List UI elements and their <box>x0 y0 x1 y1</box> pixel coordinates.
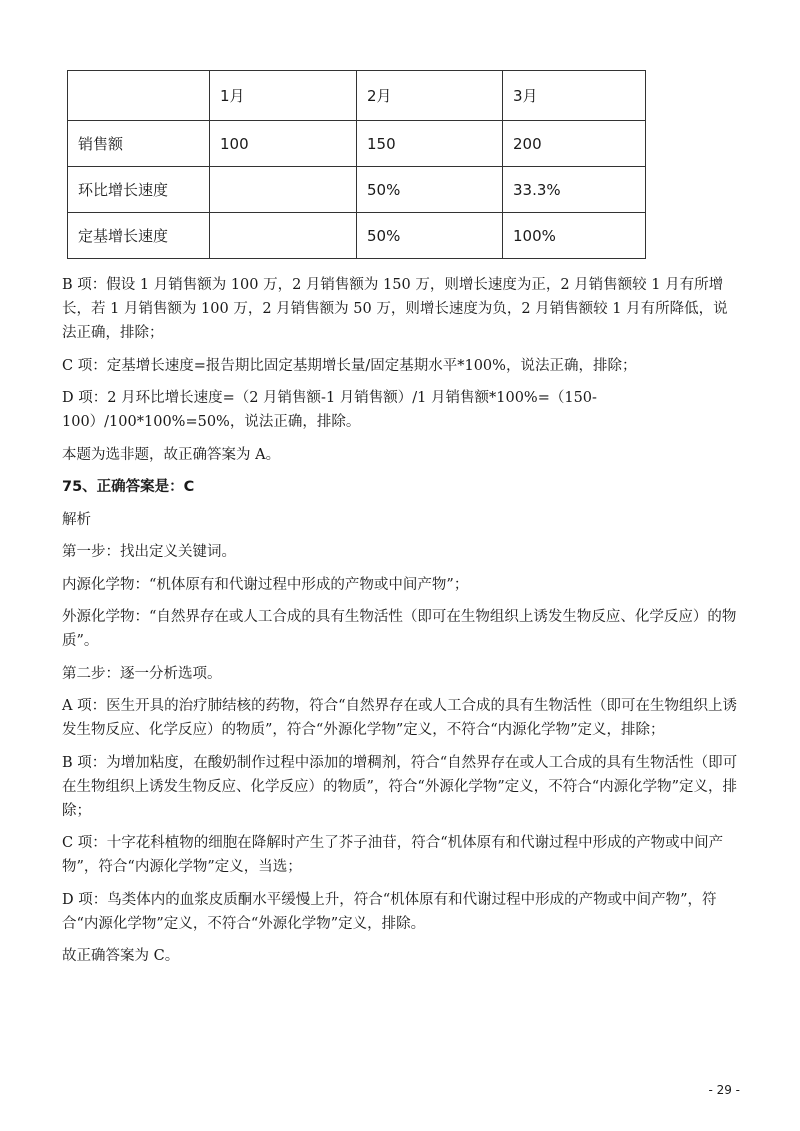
table-cell <box>210 167 357 213</box>
table-cell: 50% <box>357 167 503 213</box>
paragraph-analysis-label: 解析 <box>62 511 91 528</box>
table-cell <box>210 213 357 259</box>
table-cell: 50% <box>357 213 503 259</box>
table-header-cell: 2月 <box>357 71 503 121</box>
data-table <box>67 70 646 259</box>
paragraph-final-answer: 故正确答案为 C。 <box>62 948 180 964</box>
paragraph-step-one: 第一步：找出定义关键词。 <box>62 544 236 560</box>
table-header-cell: 1月 <box>210 71 357 121</box>
paragraph-b-option: B 项：假设 1 月销售额为 100 万，2 月销售额为 150 万，则增长速度为正，2 月销售额较 1 月有所增长，若 1 月销售额为 100 万，2 月销售额为 50 万，则增长速度为负，2 月销售额较 1 月有所降低，说法正确，排除； <box>62 277 728 341</box>
table-cell: 100% <box>503 213 646 259</box>
paragraph-a-option: A 项：医生开具的治疗肺结核的药物，符合“自然界存在或人工合成的具有生物活性（即可在生物组织上诱发生物反应、化学反应）的物质”，符合“外源化学物”定义，不符合“内源化学物”定义，排除； <box>62 698 737 738</box>
paragraph-exogenous-def: 外源化学物：“自然界存在或人工合成的具有生物活性（即可在生物组织上诱发生物反应、化学反应）的物质”。 <box>62 609 737 649</box>
paragraph-endogenous-def: 内源化学物：“机体原有和代谢过程中形成的产物或中间产物”； <box>62 576 469 593</box>
body-text <box>62 273 742 977</box>
paragraph-d-option: D 项：2 月环比增长速度=（2 月销售额-1 月销售额）/1 月销售额*100%=（150-100）/100*100%=50%，说法正确，排除。 <box>62 390 597 430</box>
table-cell: 33.3% <box>503 167 646 213</box>
table-cell: 销售额 <box>68 121 210 167</box>
table-row <box>68 167 646 213</box>
table-cell: 150 <box>357 121 503 167</box>
table-header-cell: 3月 <box>503 71 646 121</box>
table-cell: 定基增长速度 <box>68 213 210 259</box>
table-cell: 100 <box>210 121 357 167</box>
table-cell: 200 <box>503 121 646 167</box>
paragraph-b-option-2: B 项：为增加粘度，在酸奶制作过程中添加的增稠剂，符合“自然界存在或人工合成的具有生物活性（即可在生物组织上诱发生物反应、化学反应）的物质”，符合“外源化学物”定义，不符合“内源化学物”定义，排除； <box>62 754 738 819</box>
question-heading: 75、正确答案是：C <box>62 479 195 495</box>
table-row <box>68 213 646 259</box>
table-row <box>68 121 646 167</box>
paragraph-c-option-2: C 项：十字花科植物的细胞在降解时产生了芥子油苷，符合“机体原有和代谢过程中形成的产物或中间产物”，符合“内源化学物”定义，当选； <box>62 835 724 875</box>
paragraph-d-option-2: D 项：鸟类体内的血浆皮质酮水平缓慢上升，符合“机体原有和代谢过程中形成的产物或中间产物”，符合“内源化学物”定义，不符合“外源化学物”定义，排除。 <box>62 891 717 932</box>
paragraph-step-two: 第二步：逐一分析选项。 <box>62 665 222 682</box>
page-number: - 29 - <box>708 1083 740 1097</box>
paragraph-answer: 本题为选非题，故正确答案为 A。 <box>62 446 281 463</box>
table-header-cell <box>68 71 210 121</box>
paragraph-c-option: C 项：定基增长速度=报告期比固定基期增长量/固定基期水平*100%，说法正确，排除； <box>62 357 637 374</box>
table-cell: 环比增长速度 <box>68 167 210 213</box>
table-header-row <box>68 71 646 121</box>
